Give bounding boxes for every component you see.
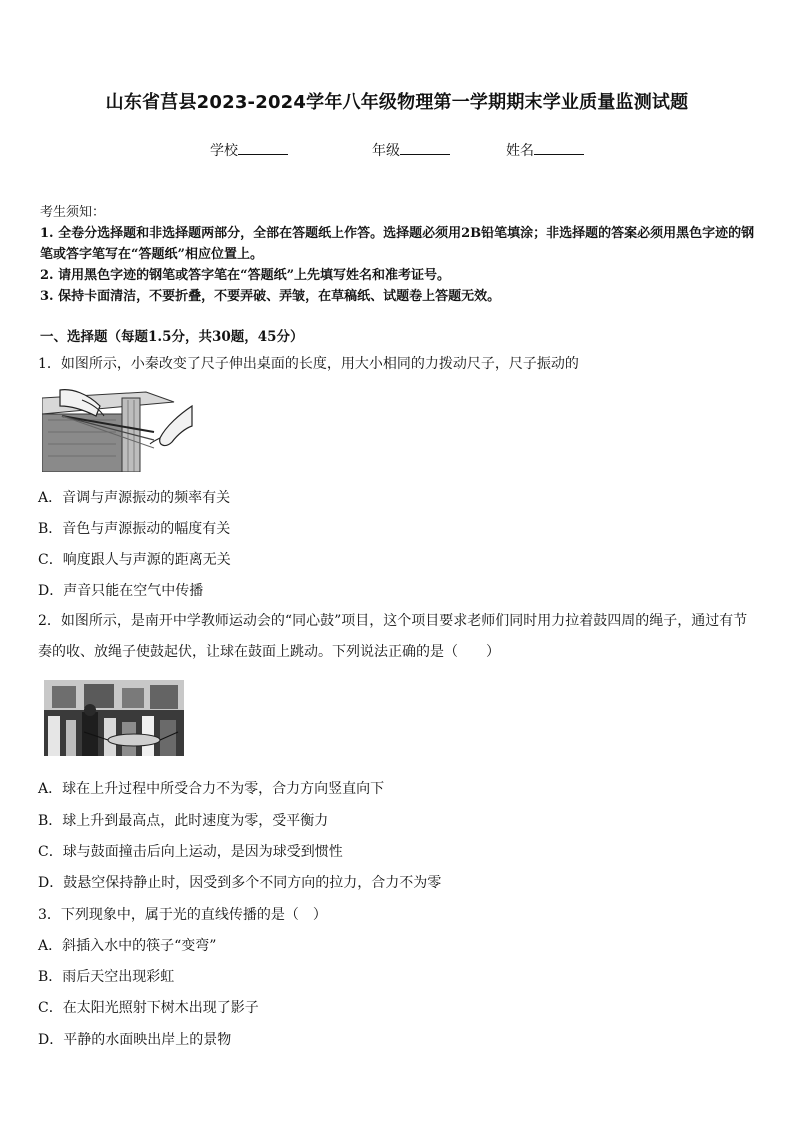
grade-blank[interactable] (400, 140, 450, 155)
question-1-option-b[interactable]: B．音色与声源振动的幅度有关 (38, 521, 231, 537)
question-2-option-d[interactable]: D．鼓悬空保持静止时，因受到多个不同方向的拉力，合力不为零 (38, 875, 442, 891)
question-2-option-b[interactable]: B．球上升到最高点，此时速度为零，受平衡力 (38, 813, 329, 829)
notice-item-2: 2. 请用黑色字迹的钢笔或答字笔在“答题纸”上先填写姓名和准考证号。 (40, 268, 451, 283)
question-3-option-b[interactable]: B．雨后天空出现彩虹 (38, 969, 175, 985)
question-3-option-c[interactable]: C．在太阳光照射下树木出现了影子 (38, 1000, 259, 1016)
question-1-stem: 1．如图所示，小秦改变了尺子伸出桌面的长度，用大小相同的力拨动尺子，尺子振动的 (38, 356, 579, 372)
drum-game-photo (44, 680, 184, 762)
question-2-stem: 2．如图所示，是南开中学教师运动会的“同心鼓”项目，这个项目要求老师们同时用力拉着鼓四周的绳子，通过有节奏的收、放绳子使鼓起伏，让球在鼓面上跳动。下列说法正确的是（ ） (38, 613, 748, 660)
question-3-option-a[interactable]: A．斜插入水中的筷子“变弯” (38, 938, 217, 954)
grade-label: 年级 (372, 143, 400, 159)
question-1-option-a[interactable]: A．音调与声源振动的频率有关 (38, 490, 231, 506)
question-1-option-d[interactable]: D．声音只能在空气中传播 (38, 583, 204, 599)
name-label: 姓名 (506, 143, 534, 159)
school-field[interactable] (210, 140, 288, 160)
question-3-stem: 3．下列现象中，属于光的直线传播的是（ ） (38, 907, 327, 923)
notice-item-1: 1. 全卷分选择题和非选择题两部分，全部在答题纸上作答。选择题必须用2B铅笔填涂；非选择题的答案必须用黑色字迹的钢笔或答字笔写在“答题纸”相应位置上。 (40, 226, 755, 262)
school-blank[interactable] (238, 140, 288, 155)
grade-field[interactable] (372, 140, 450, 160)
question-2-option-c[interactable]: C．球与鼓面撞击后向上运动，是因为球受到惯性 (38, 844, 343, 860)
question-1-option-c[interactable]: C．响度跟人与声源的距离无关 (38, 552, 231, 568)
notice-item-3: 3. 保持卡面清洁，不要折叠，不要弄破、弄皱，在草稿纸、试题卷上答题无效。 (40, 289, 501, 304)
exam-notice (40, 202, 760, 307)
question-3-option-d[interactable]: D．平静的水面映出岸上的景物 (38, 1032, 232, 1048)
ruler-on-table-figure (42, 386, 194, 472)
name-field[interactable] (506, 140, 584, 160)
question-2-option-a[interactable]: A．球在上升过程中所受合力不为零，合力方向竖直向下 (38, 781, 385, 797)
page-title: 山东省莒县2023-2024学年八年级物理第一学期期末学业质量监测试题 (105, 92, 689, 113)
name-blank[interactable] (534, 140, 584, 155)
section-title: 一、选择题（每题1.5分，共30题，45分） (40, 329, 304, 345)
school-label: 学校 (210, 143, 238, 159)
notice-heading: 考生须知： (40, 205, 106, 220)
